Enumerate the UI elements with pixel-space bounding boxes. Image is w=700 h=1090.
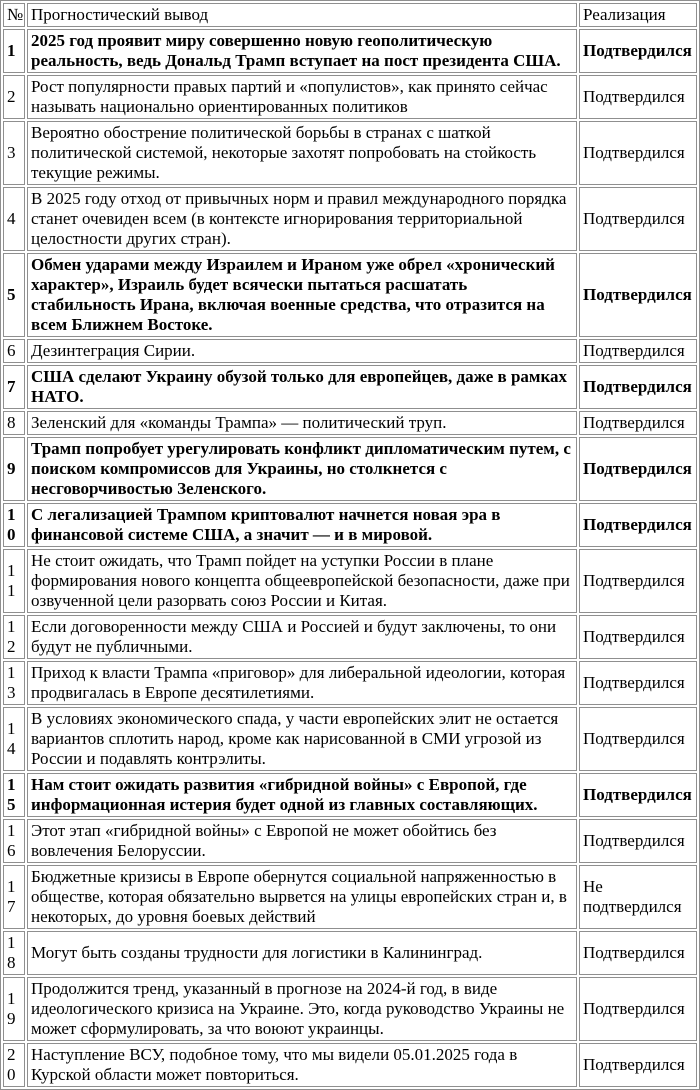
table-row: [3, 339, 697, 363]
prediction-cell: Наступление ВСУ, подобное тому, что мы видели 05.01.2025 года в Курской области может повториться.: [27, 1043, 577, 1087]
row-number-cell: 2: [3, 75, 25, 119]
row-number-cell: 5: [3, 253, 25, 337]
row-number-cell: 4: [3, 187, 25, 251]
prediction-cell: Трамп попробует урегулировать конфликт дипломатическим путем, с поиском компромиссов для Украины, но столкнется с несговорчивостью Зеленского.: [27, 437, 577, 501]
row-number-cell: 9: [3, 437, 25, 501]
table-row: [3, 865, 697, 929]
col-header-status: Реализация: [579, 3, 697, 27]
status-cell: Подтвердился: [579, 29, 697, 73]
row-number-cell: 12: [3, 615, 25, 659]
prediction-cell: Дезинтеграция Сирии.: [27, 339, 577, 363]
table-row: [3, 931, 697, 975]
status-cell: Подтвердился: [579, 365, 697, 409]
row-number-cell: 18: [3, 931, 25, 975]
prediction-cell: Если договоренности между США и Россией и будут заключены, то они будут не публичными.: [27, 615, 577, 659]
status-cell: Подтвердился: [579, 615, 697, 659]
prediction-cell: В 2025 году отход от привычных норм и правил международного порядка станет очевиден всем (в контексте игнорирования территориальной целостности других стран).: [27, 187, 577, 251]
prediction-cell: Зеленский для «команды Трампа» — политический труп.: [27, 411, 577, 435]
table-row: [3, 253, 697, 337]
status-cell: Подтвердился: [579, 75, 697, 119]
row-number-cell: 7: [3, 365, 25, 409]
row-number-cell: 19: [3, 977, 25, 1041]
status-cell: Подтвердился: [579, 773, 697, 817]
row-number-cell: 13: [3, 661, 25, 705]
row-number-cell: 20: [3, 1043, 25, 1087]
prediction-cell: Этот этап «гибридной войны» с Европой не может обойтись без вовлечения Белоруссии.: [27, 819, 577, 863]
table-row: [3, 773, 697, 817]
status-cell: Подтвердился: [579, 931, 697, 975]
prediction-cell: 2025 год проявит миру совершенно новую геополитическую реальность, ведь Дональд Трамп вступает на пост президента США.: [27, 29, 577, 73]
row-number-cell: 8: [3, 411, 25, 435]
prediction-cell: Приход к власти Трампа «приговор» для либеральной идеологии, которая продвигалась в Европе десятилетиями.: [27, 661, 577, 705]
status-cell: Подтвердился: [579, 977, 697, 1041]
status-cell: Подтвердился: [579, 549, 697, 613]
table-row: [3, 437, 697, 501]
row-number-cell: 17: [3, 865, 25, 929]
status-cell: Подтвердился: [579, 339, 697, 363]
table-row: [3, 121, 697, 185]
table-row: [3, 1043, 697, 1087]
row-number-cell: 3: [3, 121, 25, 185]
prediction-cell: Продолжится тренд, указанный в прогнозе на 2024-й год, в виде идеологического кризиса на Украине. Это, когда руководство Украины не может сформулировать, за что воюют украинцы.: [27, 977, 577, 1041]
status-cell: Подтвердился: [579, 411, 697, 435]
prediction-cell: Вероятно обострение политической борьбы в странах с шаткой политической системой, некоторые захотят попробовать на стойкость текущие режимы.: [27, 121, 577, 185]
status-cell: Подтвердился: [579, 253, 697, 337]
status-cell: Подтвердился: [579, 819, 697, 863]
table-row: [3, 411, 697, 435]
table-row: [3, 819, 697, 863]
prediction-cell: Рост популярности правых партий и «популистов», как принято сейчас называть национально ориентированных политиков: [27, 75, 577, 119]
table-body: [3, 29, 697, 1087]
prediction-cell: С легализацией Трампом криптовалют начнется новая эра в финансовой системе США, а значит — и в мировой.: [27, 503, 577, 547]
table-row: [3, 615, 697, 659]
table-row: [3, 187, 697, 251]
table-row: [3, 977, 697, 1041]
table-row: [3, 661, 697, 705]
prediction-cell: Бюджетные кризисы в Европе обернутся социальной напряженностью в обществе, которая обязательно вырвется на улицы европейских стран и, в некоторых, до уровня боевых действий: [27, 865, 577, 929]
table-header-row: [3, 3, 697, 27]
status-cell: Подтвердился: [579, 661, 697, 705]
table-row: [3, 75, 697, 119]
prediction-cell: В условиях экономического спада, у части европейских элит не остается вариантов сплотить народ, кроме как нарисованной в СМИ угрозой из России и подавлять контрэлиты.: [27, 707, 577, 771]
prediction-cell: Обмен ударами между Израилем и Ираном уже обрел «хронический характер», Израиль будет всячески пытаться расшатать стабильность Ирана, включая военные средства, что отразится на всем Ближнем Востоке.: [27, 253, 577, 337]
status-cell: Подтвердился: [579, 187, 697, 251]
row-number-cell: 10: [3, 503, 25, 547]
status-cell: Подтвердился: [579, 503, 697, 547]
status-cell: Подтвердился: [579, 707, 697, 771]
table-row: [3, 707, 697, 771]
row-number-cell: 11: [3, 549, 25, 613]
table-row: [3, 29, 697, 73]
prediction-cell: Могут быть созданы трудности для логистики в Калининград.: [27, 931, 577, 975]
row-number-cell: 1: [3, 29, 25, 73]
table-row: [3, 549, 697, 613]
status-cell: Подтвердился: [579, 437, 697, 501]
row-number-cell: 14: [3, 707, 25, 771]
prediction-cell: США сделают Украину обузой только для европейцев, даже в рамках НАТО.: [27, 365, 577, 409]
status-cell: Подтвердился: [579, 1043, 697, 1087]
status-cell: Не подтвердился: [579, 865, 697, 929]
col-header-number: №: [3, 3, 25, 27]
status-cell: Подтвердился: [579, 121, 697, 185]
prediction-cell: Не стоит ожидать, что Трамп пойдет на уступки России в плане формирования нового концепта общеевропейской безопасности, даже при озвученной цели разорвать союз России и Китая.: [27, 549, 577, 613]
row-number-cell: 16: [3, 819, 25, 863]
row-number-cell: 15: [3, 773, 25, 817]
row-number-cell: 6: [3, 339, 25, 363]
prediction-cell: Нам стоит ожидать развития «гибридной войны» с Европой, где информационная истерия будет одной из главных составляющих.: [27, 773, 577, 817]
table-row: [3, 365, 697, 409]
col-header-prediction: Прогностический вывод: [27, 3, 577, 27]
table-row: [3, 503, 697, 547]
